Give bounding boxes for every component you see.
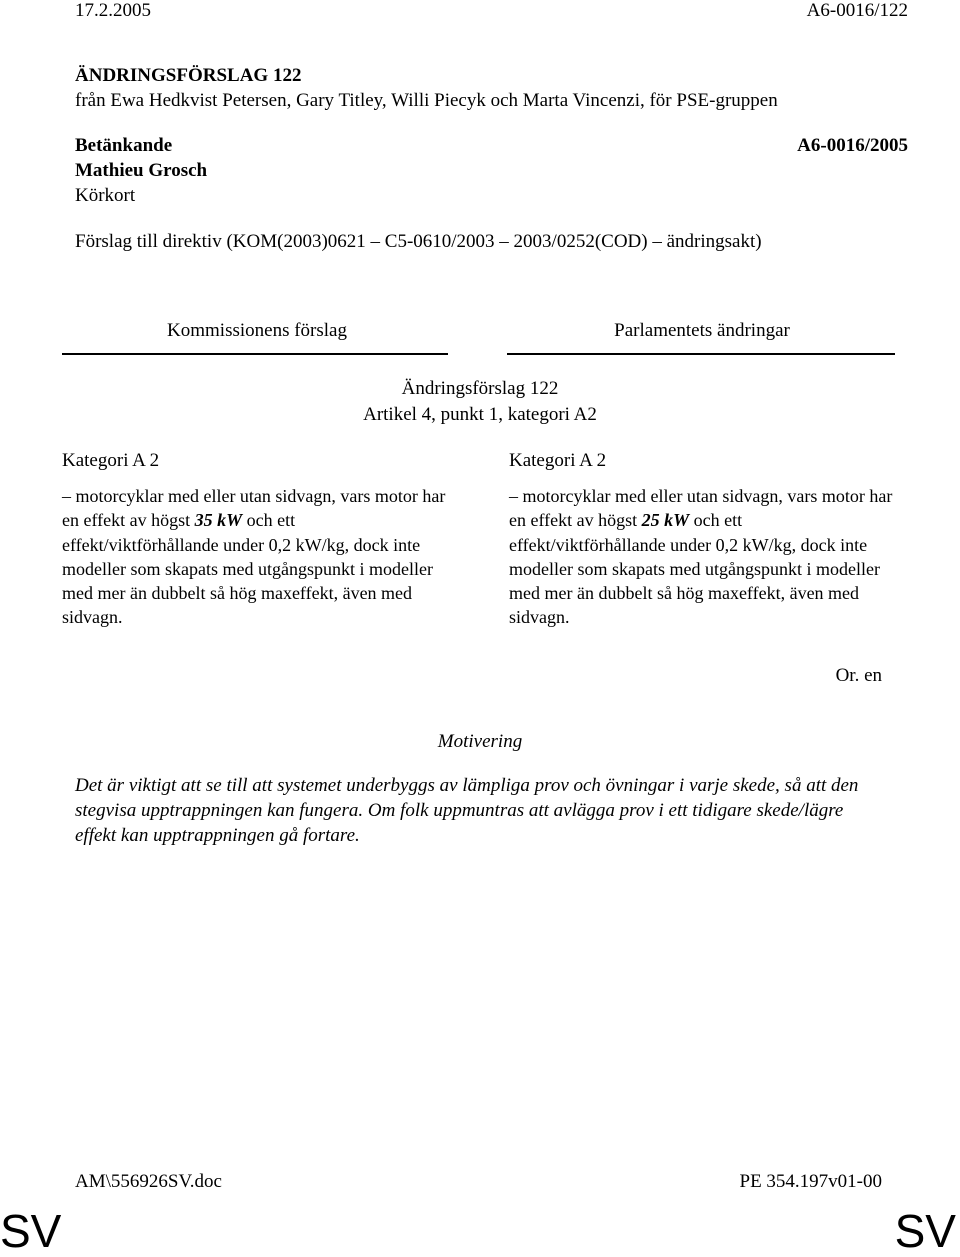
left-heading-rule [62, 353, 448, 355]
footer-pe-number: PE 354.197v01-00 [739, 1171, 882, 1192]
left-category: Kategori A 2 [62, 450, 160, 471]
original-language: Or. en [835, 665, 882, 686]
right-power-value: 25 kW [641, 510, 690, 531]
amendment-number: Ändringsförslag 122 [401, 378, 559, 399]
right-text-after: och ett effekt/viktförhållande under 0,2 kW/kg, dock inte modeller som skapats med utgångspunkt i modeller med mer än dubbelt så hög maxeffekt, även med sidvagn. [509, 510, 880, 628]
left-power-value: 35 kW [194, 510, 243, 531]
report-label: Betänkande [75, 135, 173, 156]
document-date: 17.2.2005 [75, 0, 151, 21]
footer-language-left: SV [0, 1205, 62, 1257]
footer-filename: AM\556926SV.doc [75, 1171, 222, 1192]
right-category: Kategori A 2 [509, 450, 607, 471]
justification-heading: Motivering [437, 731, 523, 752]
right-column-heading: Parlamentets ändringar [614, 320, 790, 341]
report-number: A6-0016/2005 [797, 135, 908, 156]
amendment-authors: från Ewa Hedkvist Petersen, Gary Titley, Willi Piecyk och Marta Vincenzi, för PSE-gruppen [75, 90, 778, 111]
amendment-title: ÄNDRINGSFÖRSLAG 122 [75, 65, 302, 86]
right-heading-rule [507, 353, 895, 355]
left-column-heading: Kommissionens förslag [167, 320, 347, 341]
left-column-text [62, 484, 452, 630]
right-column-text [509, 484, 899, 630]
right-text-before: – motorcyklar med eller utan sidvagn, vars motor har en effekt av högst [509, 486, 893, 531]
article-reference: Artikel 4, punkt 1, kategori A2 [363, 404, 597, 425]
proposal-line: Förslag till direktiv (KOM(2003)0621 – C5-0610/2003 – 2003/0252(COD) – ändringsakt) [75, 231, 762, 252]
footer-language-right: SV [894, 1205, 956, 1257]
left-text-after: och ett effekt/viktförhållande under 0,2 kW/kg, dock inte modeller som skapats med utgångspunkt i modeller med mer än dubbelt så hög maxeffekt, även med sidvagn. [62, 510, 433, 628]
report-subject: Körkort [75, 185, 136, 206]
rapporteur: Mathieu Grosch [75, 160, 208, 181]
justification-text [75, 773, 885, 848]
left-text-before: – motorcyklar med eller utan sidvagn, vars motor har en effekt av högst [62, 486, 446, 531]
justification-paragraph: Det är viktigt att se till att systemet underbyggs av lämpliga prov och övningar i varje skede, så att den stegvisa upptrappningen kan fungera. Om folk uppmuntras att avlägga prov i ett tidigare skede/lägre effekt kan upptrappningen gå fortare. [75, 775, 859, 846]
document-reference: A6-0016/122 [806, 0, 908, 21]
